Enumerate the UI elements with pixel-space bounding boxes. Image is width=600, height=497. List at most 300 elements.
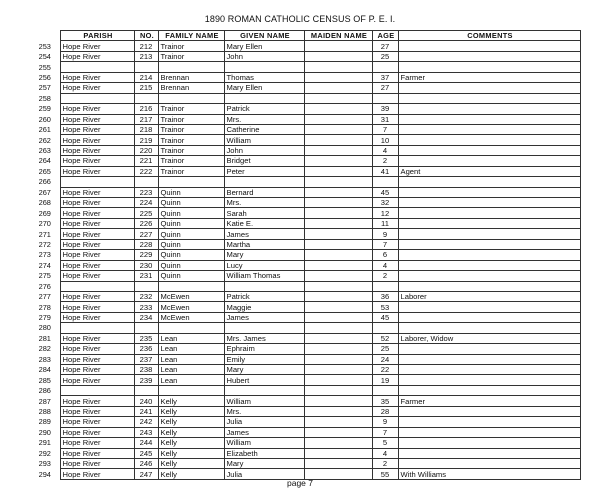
number-cell: 219 — [134, 135, 158, 145]
maiden-name-cell — [304, 229, 372, 239]
comments-cell — [398, 156, 580, 166]
number-cell: 245 — [134, 448, 158, 458]
maiden-name-cell — [304, 458, 372, 468]
parish-cell: Hope River — [60, 166, 134, 176]
age-cell: 45 — [372, 312, 398, 322]
parish-cell: Hope River — [60, 208, 134, 218]
comments-cell — [398, 375, 580, 385]
age-cell: 27 — [372, 41, 398, 51]
age-cell — [372, 93, 398, 103]
given-name-cell: Mrs. — [224, 198, 304, 208]
given-name-cell: Martha — [224, 239, 304, 249]
given-name-cell: Mary — [224, 250, 304, 260]
family-name-cell: Kelly — [158, 438, 224, 448]
family-name-cell: Quinn — [158, 187, 224, 197]
row-id: 272 — [38, 239, 51, 249]
number-cell: 234 — [134, 312, 158, 322]
age-cell: 31 — [372, 114, 398, 124]
table-row — [30, 135, 580, 145]
row-id: 276 — [38, 281, 51, 291]
parish-cell: Hope River — [60, 187, 134, 197]
number-cell — [134, 385, 158, 395]
table-row — [30, 302, 580, 312]
family-name-cell: Quinn — [158, 229, 224, 239]
row-id: 277 — [38, 292, 51, 302]
age-cell: 36 — [372, 291, 398, 301]
header-no: NO. — [134, 31, 158, 41]
parish-cell: Hope River — [60, 218, 134, 228]
given-name-cell: Mary — [224, 365, 304, 375]
number-cell: 246 — [134, 458, 158, 468]
maiden-name-cell — [304, 135, 372, 145]
given-name-cell: Peter — [224, 166, 304, 176]
maiden-name-cell — [304, 438, 372, 448]
row-id: 265 — [38, 166, 51, 176]
comments-cell — [398, 365, 580, 375]
row-id: 285 — [38, 375, 51, 385]
comments-cell — [398, 229, 580, 239]
table-row — [30, 365, 580, 375]
comments-cell: Laborer, Widow — [398, 333, 580, 343]
comments-cell: Farmer — [398, 72, 580, 82]
table-row — [30, 396, 580, 406]
number-cell: 218 — [134, 124, 158, 134]
row-id: 288 — [38, 406, 51, 416]
age-cell: 4 — [372, 260, 398, 270]
age-cell — [372, 281, 398, 291]
family-name-cell: Trainor — [158, 124, 224, 134]
number-cell — [134, 281, 158, 291]
number-cell — [134, 93, 158, 103]
row-id: 278 — [38, 302, 51, 312]
row-id: 262 — [38, 135, 51, 145]
family-name-cell: Lean — [158, 365, 224, 375]
comments-cell — [398, 417, 580, 427]
age-cell: 6 — [372, 250, 398, 260]
maiden-name-cell — [304, 281, 372, 291]
given-name-cell: William — [224, 396, 304, 406]
comments-cell — [398, 83, 580, 93]
table-row — [30, 104, 580, 114]
census-body — [30, 41, 580, 479]
comments-cell — [398, 427, 580, 437]
family-name-cell: Lean — [158, 354, 224, 364]
row-id: 279 — [38, 313, 51, 323]
age-cell: 22 — [372, 365, 398, 375]
maiden-name-cell — [304, 239, 372, 249]
maiden-name-cell — [304, 448, 372, 458]
maiden-name-cell — [304, 124, 372, 134]
parish-cell: Hope River — [60, 124, 134, 134]
comments-cell — [398, 406, 580, 416]
family-name-cell: Lean — [158, 375, 224, 385]
given-name-cell: Patrick — [224, 291, 304, 301]
parish-cell: Hope River — [60, 302, 134, 312]
parish-cell: Hope River — [60, 250, 134, 260]
maiden-name-cell — [304, 104, 372, 114]
number-cell: 241 — [134, 406, 158, 416]
age-cell: 7 — [372, 239, 398, 249]
maiden-name-cell — [304, 41, 372, 51]
age-cell: 2 — [372, 458, 398, 468]
number-cell — [134, 62, 158, 72]
parish-cell: Hope River — [60, 72, 134, 82]
parish-cell: Hope River — [60, 156, 134, 166]
number-cell: 214 — [134, 72, 158, 82]
header-row-id — [30, 31, 60, 41]
age-cell: 41 — [372, 166, 398, 176]
table-row — [30, 385, 580, 395]
number-cell: 217 — [134, 114, 158, 124]
comments-cell: Agent — [398, 166, 580, 176]
number-cell: 226 — [134, 218, 158, 228]
family-name-cell: Trainor — [158, 145, 224, 155]
family-name-cell: Quinn — [158, 250, 224, 260]
parish-cell: Hope River — [60, 41, 134, 51]
family-name-cell — [158, 62, 224, 72]
table-row — [30, 312, 580, 322]
parish-cell: Hope River — [60, 469, 134, 479]
comments-cell — [398, 41, 580, 51]
family-name-cell: Quinn — [158, 239, 224, 249]
row-id: 270 — [38, 219, 51, 229]
age-cell: 9 — [372, 417, 398, 427]
age-cell — [372, 323, 398, 333]
number-cell: 230 — [134, 260, 158, 270]
table-row — [30, 51, 580, 61]
parish-cell: Hope River — [60, 51, 134, 61]
given-name-cell: Catherine — [224, 124, 304, 134]
given-name-cell: John — [224, 51, 304, 61]
row-id: 259 — [38, 104, 51, 114]
family-name-cell: Trainor — [158, 41, 224, 51]
maiden-name-cell — [304, 93, 372, 103]
maiden-name-cell — [304, 323, 372, 333]
family-name-cell: McEwen — [158, 291, 224, 301]
age-cell: 37 — [372, 72, 398, 82]
age-cell: 7 — [372, 124, 398, 134]
comments-cell — [398, 323, 580, 333]
table-row — [30, 271, 580, 281]
parish-cell: Hope River — [60, 365, 134, 375]
page-number: page 7 — [287, 478, 313, 488]
given-name-cell: Thomas — [224, 72, 304, 82]
comments-cell — [398, 260, 580, 270]
maiden-name-cell — [304, 51, 372, 61]
maiden-name-cell — [304, 302, 372, 312]
family-name-cell: Quinn — [158, 260, 224, 270]
family-name-cell: Kelly — [158, 396, 224, 406]
comments-cell — [398, 187, 580, 197]
comments-cell — [398, 385, 580, 395]
row-id: 255 — [38, 62, 51, 72]
table-row — [30, 145, 580, 155]
parish-cell — [60, 93, 134, 103]
comments-cell — [398, 51, 580, 61]
parish-cell — [60, 385, 134, 395]
given-name-cell — [224, 177, 304, 187]
maiden-name-cell — [304, 218, 372, 228]
header-maiden-name: MAIDEN NAME — [304, 31, 372, 41]
family-name-cell — [158, 177, 224, 187]
maiden-name-cell — [304, 72, 372, 82]
family-name-cell: Kelly — [158, 427, 224, 437]
parish-cell: Hope River — [60, 344, 134, 354]
maiden-name-cell — [304, 427, 372, 437]
maiden-name-cell — [304, 333, 372, 343]
table-row — [30, 333, 580, 343]
comments-cell — [398, 177, 580, 187]
age-cell: 27 — [372, 83, 398, 93]
family-name-cell: McEwen — [158, 302, 224, 312]
age-cell — [372, 385, 398, 395]
family-name-cell: Kelly — [158, 417, 224, 427]
age-cell: 11 — [372, 218, 398, 228]
table-row — [30, 438, 580, 448]
family-name-cell — [158, 281, 224, 291]
table-row — [30, 187, 580, 197]
table-row — [30, 448, 580, 458]
row-id: 287 — [38, 396, 51, 406]
family-name-cell: Trainor — [158, 104, 224, 114]
given-name-cell: Ephraim — [224, 344, 304, 354]
table-row — [30, 41, 580, 51]
given-name-cell: Bridget — [224, 156, 304, 166]
family-name-cell: Kelly — [158, 406, 224, 416]
given-name-cell — [224, 323, 304, 333]
maiden-name-cell — [304, 156, 372, 166]
number-cell: 238 — [134, 365, 158, 375]
parish-cell: Hope River — [60, 239, 134, 249]
row-id: 257 — [38, 83, 51, 93]
given-name-cell: William — [224, 135, 304, 145]
row-id: 286 — [38, 386, 51, 396]
parish-cell — [60, 177, 134, 187]
given-name-cell: Hubert — [224, 375, 304, 385]
age-cell: 10 — [372, 135, 398, 145]
row-id: 266 — [38, 177, 51, 187]
row-id: 283 — [38, 354, 51, 364]
maiden-name-cell — [304, 260, 372, 270]
family-name-cell: Trainor — [158, 135, 224, 145]
comments-cell — [398, 62, 580, 72]
table-row — [30, 124, 580, 134]
given-name-cell: Elizabeth — [224, 448, 304, 458]
family-name-cell: Trainor — [158, 114, 224, 124]
comments-cell — [398, 208, 580, 218]
header-family-name: FAMILY NAME — [158, 31, 224, 41]
header-comments: COMMENTS — [398, 31, 580, 41]
given-name-cell: William Thomas — [224, 271, 304, 281]
table-row — [30, 83, 580, 93]
table-row — [30, 375, 580, 385]
number-cell: 231 — [134, 271, 158, 281]
age-cell: 25 — [372, 51, 398, 61]
table-row — [30, 239, 580, 249]
maiden-name-cell — [304, 417, 372, 427]
age-cell: 28 — [372, 406, 398, 416]
table-row — [30, 458, 580, 468]
family-name-cell: McEwen — [158, 312, 224, 322]
given-name-cell: Julia — [224, 469, 304, 479]
given-name-cell: Mrs. — [224, 114, 304, 124]
parish-cell: Hope River — [60, 104, 134, 114]
header-parish: PARISH — [60, 31, 134, 41]
row-id: 253 — [38, 41, 51, 51]
comments-cell — [398, 312, 580, 322]
parish-cell: Hope River — [60, 114, 134, 124]
row-id: 264 — [38, 156, 51, 166]
table-row — [30, 93, 580, 103]
number-cell: 228 — [134, 239, 158, 249]
comments-cell — [398, 198, 580, 208]
parish-cell — [60, 323, 134, 333]
parish-cell: Hope River — [60, 145, 134, 155]
parish-cell — [60, 281, 134, 291]
maiden-name-cell — [304, 344, 372, 354]
number-cell: 247 — [134, 469, 158, 479]
row-id: 289 — [38, 417, 51, 427]
given-name-cell: Emily — [224, 354, 304, 364]
comments-cell — [398, 93, 580, 103]
given-name-cell: Sarah — [224, 208, 304, 218]
age-cell: 4 — [372, 145, 398, 155]
comments-cell: With Williams — [398, 469, 580, 479]
table-row — [30, 72, 580, 82]
number-cell: 223 — [134, 187, 158, 197]
given-name-cell: Mary Ellen — [224, 41, 304, 51]
maiden-name-cell — [304, 198, 372, 208]
number-cell: 240 — [134, 396, 158, 406]
family-name-cell: Kelly — [158, 448, 224, 458]
age-cell: 2 — [372, 271, 398, 281]
parish-cell: Hope River — [60, 375, 134, 385]
census-table — [30, 30, 581, 480]
document-title: 1890 ROMAN CATHOLIC CENSUS OF P. E. I. — [204, 14, 396, 24]
number-cell: 237 — [134, 354, 158, 364]
family-name-cell: Trainor — [158, 156, 224, 166]
number-cell: 232 — [134, 291, 158, 301]
maiden-name-cell — [304, 271, 372, 281]
family-name-cell: Brennan — [158, 72, 224, 82]
comments-cell — [398, 250, 580, 260]
number-cell: 227 — [134, 229, 158, 239]
parish-cell: Hope River — [60, 458, 134, 468]
age-cell: 24 — [372, 354, 398, 364]
family-name-cell: Quinn — [158, 271, 224, 281]
age-cell: 4 — [372, 448, 398, 458]
comments-cell — [398, 218, 580, 228]
maiden-name-cell — [304, 375, 372, 385]
family-name-cell — [158, 93, 224, 103]
table-row — [30, 406, 580, 416]
table-row — [30, 208, 580, 218]
family-name-cell — [158, 385, 224, 395]
maiden-name-cell — [304, 114, 372, 124]
age-cell: 39 — [372, 104, 398, 114]
given-name-cell: James — [224, 427, 304, 437]
parish-cell: Hope River — [60, 427, 134, 437]
table-row — [30, 323, 580, 333]
family-name-cell: Trainor — [158, 166, 224, 176]
table-row — [30, 427, 580, 437]
row-id: 293 — [38, 459, 51, 469]
table-row — [30, 344, 580, 354]
given-name-cell: Patrick — [224, 104, 304, 114]
number-cell: 244 — [134, 438, 158, 448]
family-name-cell: Kelly — [158, 469, 224, 479]
given-name-cell — [224, 385, 304, 395]
number-cell: 229 — [134, 250, 158, 260]
age-cell — [372, 62, 398, 72]
maiden-name-cell — [304, 250, 372, 260]
age-cell: 53 — [372, 302, 398, 312]
maiden-name-cell — [304, 177, 372, 187]
table-row — [30, 114, 580, 124]
given-name-cell: Maggie — [224, 302, 304, 312]
table-header-row — [30, 31, 580, 41]
comments-cell: Farmer — [398, 396, 580, 406]
maiden-name-cell — [304, 365, 372, 375]
family-name-cell: Quinn — [158, 208, 224, 218]
row-id: 281 — [38, 333, 51, 343]
comments-cell — [398, 438, 580, 448]
family-name-cell: Kelly — [158, 458, 224, 468]
row-id: 268 — [38, 198, 51, 208]
parish-cell: Hope River — [60, 260, 134, 270]
number-cell: 225 — [134, 208, 158, 218]
number-cell: 236 — [134, 344, 158, 354]
number-cell: 213 — [134, 51, 158, 61]
given-name-cell: Katie E. — [224, 218, 304, 228]
family-name-cell: Quinn — [158, 198, 224, 208]
age-cell: 2 — [372, 156, 398, 166]
row-id: 290 — [38, 427, 51, 437]
parish-cell: Hope River — [60, 198, 134, 208]
family-name-cell: Trainor — [158, 51, 224, 61]
number-cell: 242 — [134, 417, 158, 427]
row-id: 254 — [38, 52, 51, 62]
number-cell: 239 — [134, 375, 158, 385]
comments-cell — [398, 104, 580, 114]
row-id: 280 — [38, 323, 51, 333]
comments-cell — [398, 145, 580, 155]
comments-cell — [398, 281, 580, 291]
age-cell: 12 — [372, 208, 398, 218]
table-row — [30, 198, 580, 208]
maiden-name-cell — [304, 291, 372, 301]
header-given-name: GIVEN NAME — [224, 31, 304, 41]
comments-cell — [398, 448, 580, 458]
age-cell — [372, 177, 398, 187]
comments-cell — [398, 239, 580, 249]
family-name-cell: Brennan — [158, 83, 224, 93]
row-id: 256 — [38, 72, 51, 82]
given-name-cell — [224, 93, 304, 103]
age-cell: 7 — [372, 427, 398, 437]
given-name-cell: Lucy — [224, 260, 304, 270]
comments-cell: Laborer — [398, 291, 580, 301]
given-name-cell: John — [224, 145, 304, 155]
given-name-cell: Mary — [224, 458, 304, 468]
given-name-cell: James — [224, 229, 304, 239]
parish-cell — [60, 62, 134, 72]
parish-cell: Hope River — [60, 417, 134, 427]
family-name-cell: Lean — [158, 333, 224, 343]
maiden-name-cell — [304, 385, 372, 395]
family-name-cell — [158, 323, 224, 333]
maiden-name-cell — [304, 312, 372, 322]
